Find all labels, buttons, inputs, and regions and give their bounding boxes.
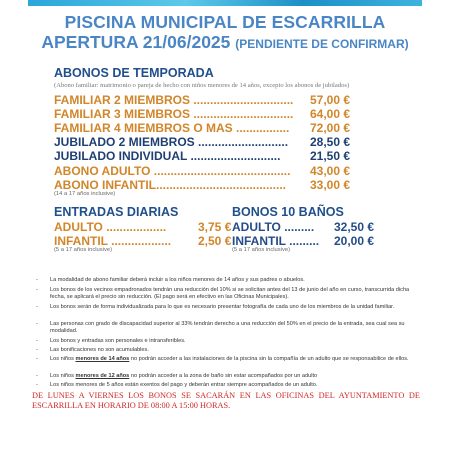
ten-bath-heading: BONOS 10 BAÑOS <box>232 205 344 219</box>
rule-emphasis: menores de 12 años <box>75 373 130 379</box>
price-value: 72,00 € <box>310 121 351 135</box>
price-value: 33,00 € <box>310 178 351 192</box>
rule-text-part: Los niños <box>50 373 76 379</box>
rule-text: Los bonos y entradas son personales e intransferibles. <box>50 338 186 344</box>
bullet: - <box>36 321 38 327</box>
price-label: ADULTO ......... <box>232 220 315 234</box>
price-row <box>54 149 351 163</box>
poster <box>28 6 422 450</box>
office-hours-notice: DE LUNES A VIERNES LOS BONOS SE SACARÁN EN LAS OFICINAS DEL AYUNTAMIENTO DE ESCARRILLA EN HORARIO DE 08:00 A 15:00 HORAS. <box>32 391 420 410</box>
price-row <box>54 121 351 135</box>
bullet: - <box>36 356 38 362</box>
rule-text: Las bonificaciones no son acumulables. <box>50 347 149 353</box>
price-row <box>54 93 351 107</box>
rule-text <box>50 373 416 380</box>
bullet: - <box>36 347 38 353</box>
rule-text: Las personas con grado de discapacidad superior al 33% tendrán derecho a una reducción del 50% en el precio de la entrada, sea cual sea su modalidad. <box>50 321 405 335</box>
bullet: - <box>36 382 38 388</box>
price-label: ABONO ADULTO ......................................... <box>54 164 291 178</box>
price-value: 3,75 € <box>198 220 232 234</box>
price-value: 2,50 € <box>198 234 232 248</box>
price-label: FAMILIAR 2 MIEMBROS .............................. <box>54 93 294 107</box>
price-row <box>54 135 351 149</box>
price-row <box>232 234 375 248</box>
price-row <box>54 234 232 248</box>
rule-text: Los niños menores de 5 años están exentos del pago y deberán entrar siempre acompañados de un adulto. <box>50 382 318 388</box>
bullet: - <box>36 287 38 293</box>
price-label: INFANTIL .................. <box>54 234 172 248</box>
infantil-age-note: (14 a 17 años inclusive) <box>54 191 116 197</box>
price-value: 57,00 € <box>310 93 351 107</box>
price-row <box>54 178 351 192</box>
opening-date <box>28 32 422 53</box>
price-row <box>54 164 351 178</box>
price-label: ABONO INFANTIL....................................... <box>54 178 287 192</box>
price-value: 28,50 € <box>310 135 351 149</box>
price-value: 43,00 € <box>310 164 351 178</box>
rule-emphasis: menores de 14 años <box>75 356 130 362</box>
price-row <box>54 220 232 234</box>
price-value: 32,50 € <box>334 220 375 234</box>
poster-title: PISCINA MUNICIPAL DE ESCARRILLA <box>64 12 386 32</box>
season-passes-heading: ABONOS DE TEMPORADA <box>54 66 214 80</box>
rule-text-part: no podrán acceder a las instalaciones de la piscina sin la compañía de un adulto que se responsabilice de ellos. <box>129 356 409 362</box>
price-label: JUBILADO INDIVIDUAL ........................... <box>54 149 281 163</box>
rule-text: Los bonos serán de forma individualizada para lo que es necesario presentar fotografía de cada uno de los miembros de la unidad familiar. <box>50 304 395 310</box>
rule-text-part: no podrán acceder a la zona de baño sin estar acompañados por un adulto <box>129 373 318 379</box>
price-label: FAMILIAR 3 MIEMBROS .............................. <box>54 107 294 121</box>
price-label: JUBILADO 2 MIEMBROS ........................... <box>54 135 289 149</box>
rule-text <box>50 356 416 363</box>
bullet: - <box>36 304 38 310</box>
rule-text: La modalidad de abono familiar deberá incluir a los niños menores de 14 años y sus padres o abuelos. <box>50 277 305 283</box>
bullet: - <box>36 373 38 379</box>
daily-tickets-heading: ENTRADAS DIARIAS <box>54 205 179 219</box>
price-value: 21,50 € <box>310 149 351 163</box>
bullet: - <box>36 277 38 283</box>
price-row <box>54 107 351 121</box>
rule-text-part: Los niños <box>50 356 76 362</box>
price-label: FAMILIAR 4 MIEMBROS O MAS ................ <box>54 121 290 135</box>
pending-confirmation: (PENDIENTE DE CONFIRMAR) <box>235 37 409 51</box>
daily-age-note: (5 a 17 años inclusive) <box>54 247 113 253</box>
price-row <box>232 220 375 234</box>
ten-bath-age-note: (5 a 17 años inclusive) <box>232 247 291 253</box>
price-value: 64,00 € <box>310 107 351 121</box>
opening-date-text: APERTURA 21/06/2025 <box>41 32 231 52</box>
price-label: INFANTIL ......... <box>232 234 320 248</box>
price-label: ADULTO .................. <box>54 220 167 234</box>
price-value: 20,00 € <box>334 234 375 248</box>
bullet: - <box>36 338 38 344</box>
family-pass-note: (Abono familiar: matrimonio o pareja de hecho con niños menores de 14 años, excepto los abonos de jubilados) <box>54 82 350 89</box>
rule-text: Los bonos de los vecinos empadronados tendrán una reducción del 10% si se solicitan antes del 13 de junio del año en curso, transcurrida dicha fecha, se aplicará el precio sin reducción. (El pago será en efectivo en las Oficinas Municipales). <box>50 287 410 301</box>
